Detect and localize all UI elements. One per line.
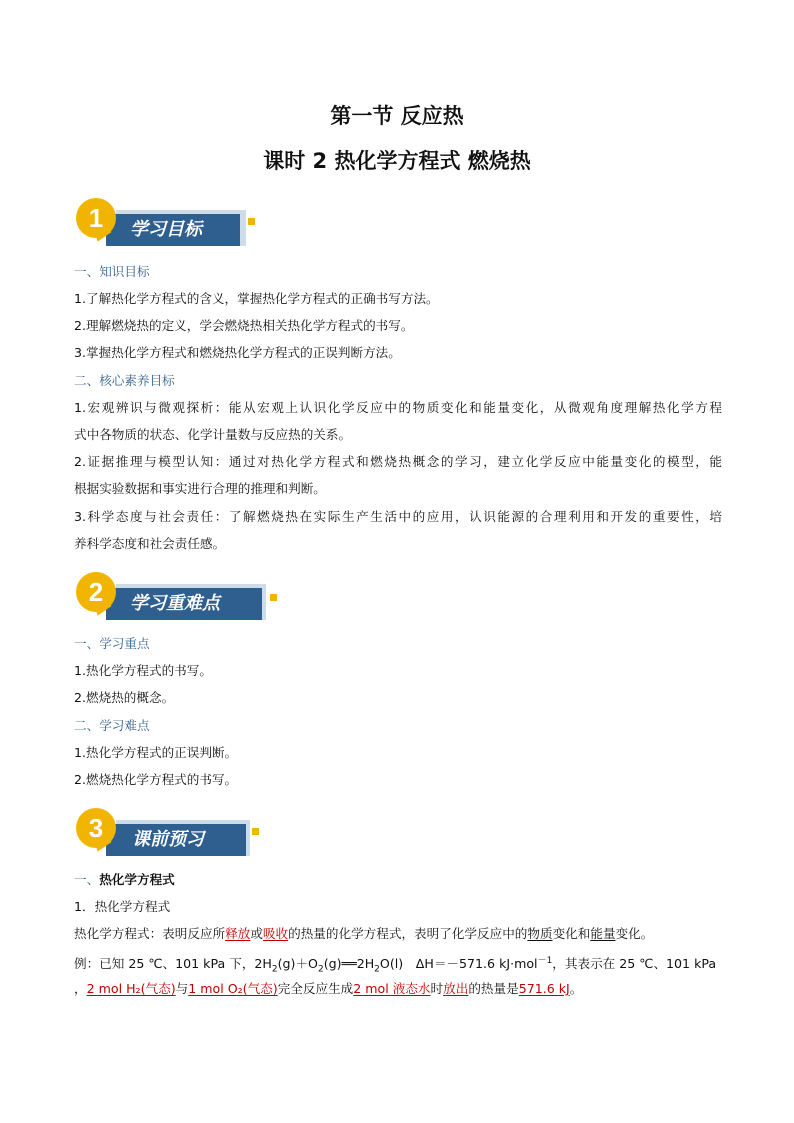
result-line [74,981,582,997]
ex-text: O(l) ΔH＝－571.6 kJ·mol [379,956,538,972]
heading-key-points: 一、学习重点 [74,636,150,651]
badge-square-shape [248,218,255,225]
item-thermo-equation: 1．热化学方程式 [74,899,171,914]
section-number-1: 1 [76,198,116,238]
blank-release: 释放 [225,926,251,941]
core-goal-3b: 养科学态度和社会责任感。 [74,536,226,551]
difficulty-2: 2.燃烧热化学方程式的书写。 [74,772,238,787]
def-text: 热化学方程式：表明反应所 [74,926,226,941]
blank-matter: 物质 [527,926,553,941]
knowledge-goal-3: 3.掌握热化学方程式和燃烧热化学方程式的正误判断方法。 [74,345,401,360]
def-text: 或 [250,926,263,941]
ex-text: (g)＋O [277,956,318,972]
section-label-3: 课前预习 [132,829,204,850]
blank-o2: 1 mol O₂(气态) [188,981,278,996]
section-label-2: 学习重难点 [130,593,220,614]
section-number-2: 2 [76,572,116,612]
badge-square-shape [252,828,259,835]
def-text: 变化和 [552,926,591,941]
blank-h2: 2 mol H₂(气态) [86,981,176,996]
subscript: 2 [374,964,380,975]
ex-text: ，其表示在 25 ℃、101 kPa [552,956,717,972]
page-title: 第一节 反应热 [330,104,464,128]
subscript: 2 [317,964,324,975]
definition-line [74,926,653,942]
section-number-3: 3 [76,808,116,848]
core-goal-3a: 3.科学态度与社会责任：了解燃烧热在实际生产生活中的应用，认识能源的合理利用和开发的重要性，培 [74,509,722,524]
knowledge-goal-2: 2.理解燃烧热的定义，学会燃烧热相关热化学方程式的书写。 [74,318,414,333]
heading-text: 热化学方程式 [99,872,175,887]
key-point-2: 2.燃烧热的概念。 [74,690,175,705]
example-line [74,953,716,978]
section-badge-2 [76,572,276,622]
def-text: 变化。 [615,926,654,941]
blank-absorb: 吸收 [262,926,289,941]
heading-knowledge-goals: 一、知识目标 [74,264,150,279]
section-badge-3 [76,808,276,858]
heading-difficulties: 二、学习难点 [74,718,150,733]
res-text: 完全反应生成 [277,981,354,996]
res-text: 。 [569,981,583,996]
badge-square-shape [270,594,277,601]
core-goal-2a: 2.证据推理与模型认知：通过对热化学方程式和燃烧热概念的学习，建立化学反应中能量变化的模型，能 [74,454,722,469]
section-badge-1 [76,198,276,248]
key-point-1: 1.热化学方程式的书写。 [74,663,212,678]
ex-text: (g)══2H [323,956,375,972]
res-text: 与 [175,981,189,996]
page-subtitle: 课时 2 热化学方程式 燃烧热 [263,149,531,173]
res-text: ， [74,981,87,996]
heading-thermo-equation [74,872,175,888]
res-text: 时 [430,981,444,996]
difficulty-1: 1.热化学方程式的正误判断。 [74,745,238,760]
section-label-1: 学习目标 [130,219,202,240]
core-goal-1a: 1.宏观辨识与微观探析：能从宏观上认识化学反应中的物质变化和能量变化，从微观角度理解热化学方程 [74,400,722,415]
core-goal-2b: 根据实验数据和事实进行合理的推理和判断。 [74,481,326,496]
blank-water: 2 mol 液态水 [353,981,431,996]
def-text: 的热量的化学方程式，表明了化学反应中的 [288,926,528,941]
blank-energy: 能量 [590,926,616,941]
subscript: 2 [271,964,278,975]
core-goal-1b: 式中各物质的状态、化学计量数与反应热的关系。 [74,427,352,442]
blank-heat-value: 571.6 kJ [518,981,570,996]
heading-prefix: 一、 [74,872,100,887]
blank-release-heat: 放出 [443,981,469,996]
res-text: 的热量是 [468,981,519,996]
superscript: －1 [537,956,553,966]
heading-core-goals: 二、核心素养目标 [74,373,175,388]
knowledge-goal-1: 1.了解热化学方程式的含义，掌握热化学方程式的正确书写方法。 [74,291,439,306]
ex-text: 例：已知 25 ℃、101 kPa 下，2H [74,956,272,972]
